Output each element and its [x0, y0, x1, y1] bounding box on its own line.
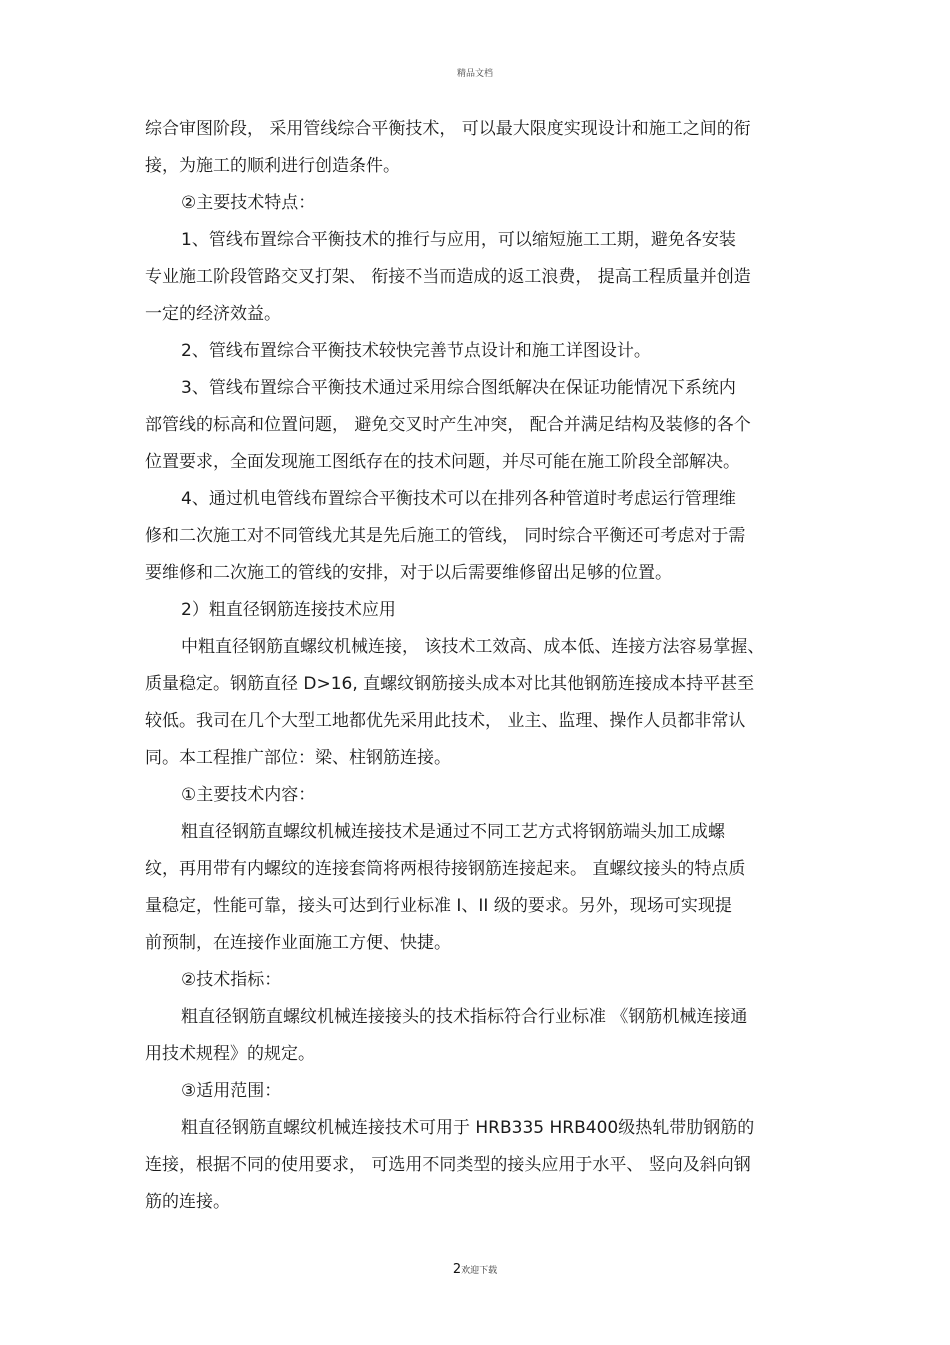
text-line: 位置要求，全面发现施工图纸存在的技术问题，并尽可能在施工阶段全部解决。 — [145, 452, 740, 472]
text-line: 量稳定，性能可靠，接头可达到行业标准 I、II 级的要求。另外，现场可实现提 — [145, 896, 732, 916]
text-line: 前预制，在连接作业面施工方便、快捷。 — [145, 933, 451, 953]
text-line: 一定的经济效益。 — [145, 304, 281, 324]
text-line: 较低。我司在几个大型工地都优先采用此技术， 业主、监理、操作人员都非常认 — [145, 711, 746, 731]
text-line: 用技术规程》的规定。 — [145, 1044, 315, 1064]
text-line: 连接，根据不同的使用要求， 可选用不同类型的接头应用于水平、 竖向及斜向钢 — [145, 1155, 751, 1175]
text-line: 2、管线布置综合平衡技术较快完善节点设计和施工详图设计。 — [181, 341, 651, 361]
document-body — [145, 111, 805, 1221]
text-line: 2）粗直径钢筋连接技术应用 — [181, 600, 396, 620]
text-line: 专业施工阶段管路交叉打架、 衔接不当而造成的返工浪费， 提高工程质量并创造 — [145, 267, 751, 287]
text-line: 粗直径钢筋直螺纹机械连接接头的技术指标符合行业标准 《钢筋机械连接通 — [181, 1007, 748, 1027]
text-line: 粗直径钢筋直螺纹机械连接技术可用于 HRB335 HRB400级热轧带肋钢筋的 — [181, 1118, 755, 1138]
page-footer — [0, 1262, 950, 1277]
text-line: 中粗直径钢筋直螺纹机械连接， 该技术工效高、成本低、连接方法容易掌握、 — [181, 637, 765, 657]
text-line: 4、通过机电管线布置综合平衡技术可以在排列各种管道时考虑运行管理维 — [181, 489, 736, 509]
text-line: ②技术指标： — [181, 970, 282, 990]
text-line: 1、管线布置综合平衡技术的推行与应用，可以缩短施工工期，避免各安装 — [181, 230, 736, 250]
text-line: ③适用范围： — [181, 1081, 282, 1101]
text-line: 纹，再用带有内螺纹的连接套筒将两根待接钢筋连接起来。 直螺纹接头的特点质 — [145, 859, 746, 879]
page-header: 精品文档 — [456, 69, 493, 79]
text-line: 接，为施工的顺利进行创造条件。 — [145, 156, 400, 176]
text-line: 粗直径钢筋直螺纹机械连接技术是通过不同工艺方式将钢筋端头加工成螺 — [181, 822, 725, 842]
text-line: 质量稳定。钢筋直径 D>16, 直螺纹钢筋接头成本对比其他钢筋连接成本持平甚至 — [145, 674, 755, 694]
text-line: 筋的连接。 — [145, 1192, 230, 1212]
text-line: 同。本工程推广部位：梁、柱钢筋连接。 — [145, 748, 451, 768]
text-line: 综合审图阶段， 采用管线综合平衡技术， 可以最大限度实现设计和施工之间的衔 — [145, 119, 751, 139]
text-line: 部管线的标高和位置问题， 避免交叉时产生冲突， 配合并满足结构及装修的各个 — [145, 415, 751, 435]
text-line: 修和二次施工对不同管线尤其是先后施工的管线， 同时综合平衡还可考虑对于需 — [145, 526, 746, 546]
page-number: 2 — [452, 1262, 462, 1277]
text-line: ②主要技术特点： — [181, 193, 316, 213]
text-line: 要维修和二次施工的管线的安排，对于以后需要维修留出足够的位置。 — [145, 563, 672, 583]
footer-text: 欢迎下载 — [461, 1266, 498, 1276]
text-line: 3、管线布置综合平衡技术通过采用综合图纸解决在保证功能情况下系统内 — [181, 378, 736, 398]
text-line: ①主要技术内容： — [181, 785, 316, 805]
